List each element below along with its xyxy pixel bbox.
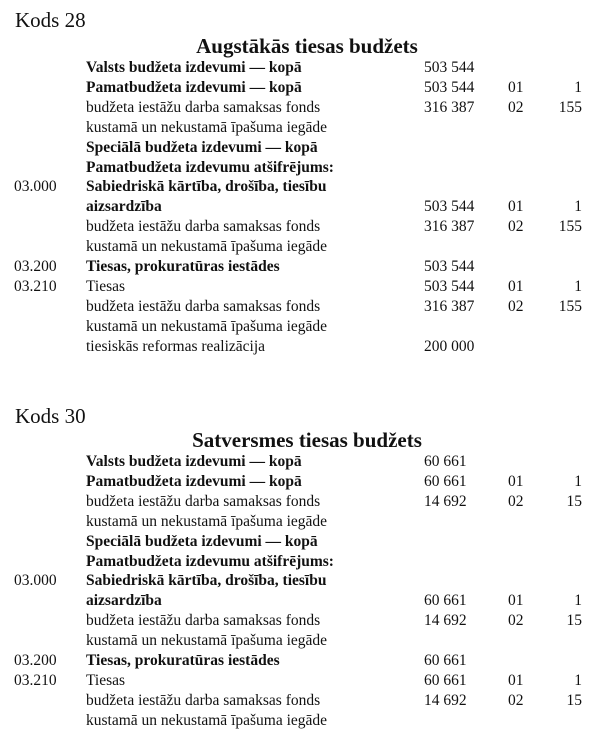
table-row: [0, 277, 600, 297]
category-code: 02: [508, 492, 524, 510]
account-code: 03.210: [14, 277, 57, 295]
section-title: Satversmes tiesas budžets: [192, 428, 422, 452]
line-item-label: budžeta iestāžu darba samaksas fonds: [86, 297, 321, 315]
amount-value: 316 387: [424, 98, 475, 116]
line-item-label: Sabiedriskā kārtība, drošība, tiesību: [86, 178, 327, 196]
category-code: 02: [508, 218, 524, 236]
subcode-value: 155: [558, 98, 582, 116]
section-code-heading: Kods 30: [15, 404, 86, 428]
line-item-label: Pamatbudžeta izdevumi — kopā: [86, 78, 302, 96]
table-row: [0, 317, 600, 337]
subcode-value: 1: [574, 277, 582, 295]
line-item-label: budžeta iestāžu darba samaksas fonds: [86, 218, 321, 236]
subcode-value: 155: [558, 297, 582, 315]
category-code: 01: [508, 671, 524, 689]
table-row: [0, 177, 600, 197]
subcode-value: 155: [558, 218, 582, 236]
line-item-label: Valsts budžeta izdevumi — kopā: [86, 453, 302, 470]
line-item-label: Tiesas: [86, 277, 126, 295]
line-item-label: Tiesas: [86, 671, 126, 689]
line-item-label: Pamatbudžeta izdevumu atšifrējums:: [86, 552, 334, 570]
subcode-value: 1: [574, 78, 582, 96]
table-row: [0, 671, 600, 691]
section-code-heading: Kods 28: [15, 8, 86, 32]
section-title: Augstākās tiesas budžets: [196, 34, 418, 58]
amount-value: 503 544: [424, 59, 475, 76]
line-item-label: budžeta iestāžu darba samaksas fonds: [86, 492, 321, 510]
line-item-label: kustamā un nekustamā īpašuma iegāde: [86, 317, 328, 335]
line-item-label: Valsts budžeta izdevumi — kopā: [86, 59, 302, 76]
category-code: 01: [508, 592, 524, 610]
amount-value: 14 692: [424, 492, 467, 510]
table-row: [0, 58, 600, 78]
category-code: 01: [508, 277, 524, 295]
table-row: [0, 571, 600, 591]
line-item-label: Tiesas, prokuratūras iestādes: [86, 652, 280, 669]
line-item-label: aizsardzība: [86, 198, 162, 216]
line-item-label: kustamā un nekustamā īpašuma iegāde: [86, 238, 328, 256]
table-row: [0, 118, 600, 138]
table-row: [0, 257, 600, 277]
subcode-value: 15: [566, 612, 582, 630]
table-row: [0, 98, 600, 118]
category-code: 02: [508, 691, 524, 709]
table-row: [0, 691, 600, 711]
table-row: [0, 611, 600, 631]
line-item-label: Pamatbudžeta izdevumu atšifrējums:: [86, 158, 334, 176]
account-code: 03.000: [14, 572, 57, 590]
line-item-label: kustamā un nekustamā īpašuma iegāde: [86, 632, 328, 650]
account-code: 03.200: [14, 652, 57, 669]
table-row: [0, 532, 600, 552]
subcode-value: 1: [574, 472, 582, 490]
amount-value: 14 692: [424, 612, 467, 630]
amount-value: 60 661: [424, 652, 467, 669]
amount-value: 503 544: [424, 198, 475, 216]
subcode-value: 15: [566, 492, 582, 510]
amount-value: 60 661: [424, 472, 467, 490]
amount-value: 316 387: [424, 297, 475, 315]
account-code: 03.200: [14, 258, 57, 275]
table-row: [0, 197, 600, 217]
table-row: [0, 492, 600, 512]
line-item-label: kustamā un nekustamā īpašuma iegāde: [86, 118, 328, 136]
subcode-value: 1: [574, 671, 582, 689]
account-code: 03.000: [14, 178, 57, 196]
amount-value: 503 544: [424, 277, 475, 295]
amount-value: 14 692: [424, 691, 467, 709]
table-row: [0, 591, 600, 611]
amount-value: 60 661: [424, 671, 467, 689]
line-item-label: tiesiskās reformas realizācija: [86, 337, 266, 355]
table-row: [0, 158, 600, 178]
line-item-label: kustamā un nekustamā īpašuma iegāde: [86, 512, 328, 530]
line-item-label: budžeta iestāžu darba samaksas fonds: [86, 691, 321, 709]
category-code: 02: [508, 98, 524, 116]
table-row: [0, 237, 600, 257]
line-item-label: aizsardzība: [86, 592, 162, 610]
table-row: [0, 217, 600, 237]
line-item-label: Speciālā budžeta izdevumi — kopā: [86, 532, 318, 550]
subcode-value: 1: [574, 198, 582, 216]
table-row: [0, 297, 600, 317]
amount-value: 60 661: [424, 592, 467, 610]
amount-value: 60 661: [424, 453, 467, 470]
subcode-value: 15: [566, 691, 582, 709]
table-row: [0, 552, 600, 572]
category-code: 01: [508, 78, 524, 96]
category-code: 02: [508, 297, 524, 315]
line-item-label: budžeta iestāžu darba samaksas fonds: [86, 612, 321, 630]
line-item-label: kustamā un nekustamā īpašuma iegāde: [86, 711, 328, 729]
category-code: 01: [508, 198, 524, 216]
table-row: [0, 631, 600, 651]
subcode-value: 1: [574, 592, 582, 610]
table-row: [0, 711, 600, 731]
amount-value: 503 544: [424, 78, 475, 96]
table-row: [0, 472, 600, 492]
amount-value: 503 544: [424, 258, 475, 275]
line-item-label: budžeta iestāžu darba samaksas fonds: [86, 98, 321, 116]
table-row: [0, 651, 600, 671]
account-code: 03.210: [14, 671, 57, 689]
category-code: 01: [508, 472, 524, 490]
table-row: [0, 512, 600, 532]
line-item-label: Sabiedriskā kārtība, drošība, tiesību: [86, 572, 327, 590]
amount-value: 200 000: [424, 337, 475, 355]
amount-value: 316 387: [424, 218, 475, 236]
table-row: [0, 78, 600, 98]
line-item-label: Pamatbudžeta izdevumi — kopā: [86, 472, 302, 490]
table-row: [0, 337, 600, 357]
table-row: [0, 452, 600, 472]
line-item-label: Speciālā budžeta izdevumi — kopā: [86, 138, 318, 156]
line-item-label: Tiesas, prokuratūras iestādes: [86, 258, 280, 275]
table-row: [0, 138, 600, 158]
category-code: 02: [508, 612, 524, 630]
